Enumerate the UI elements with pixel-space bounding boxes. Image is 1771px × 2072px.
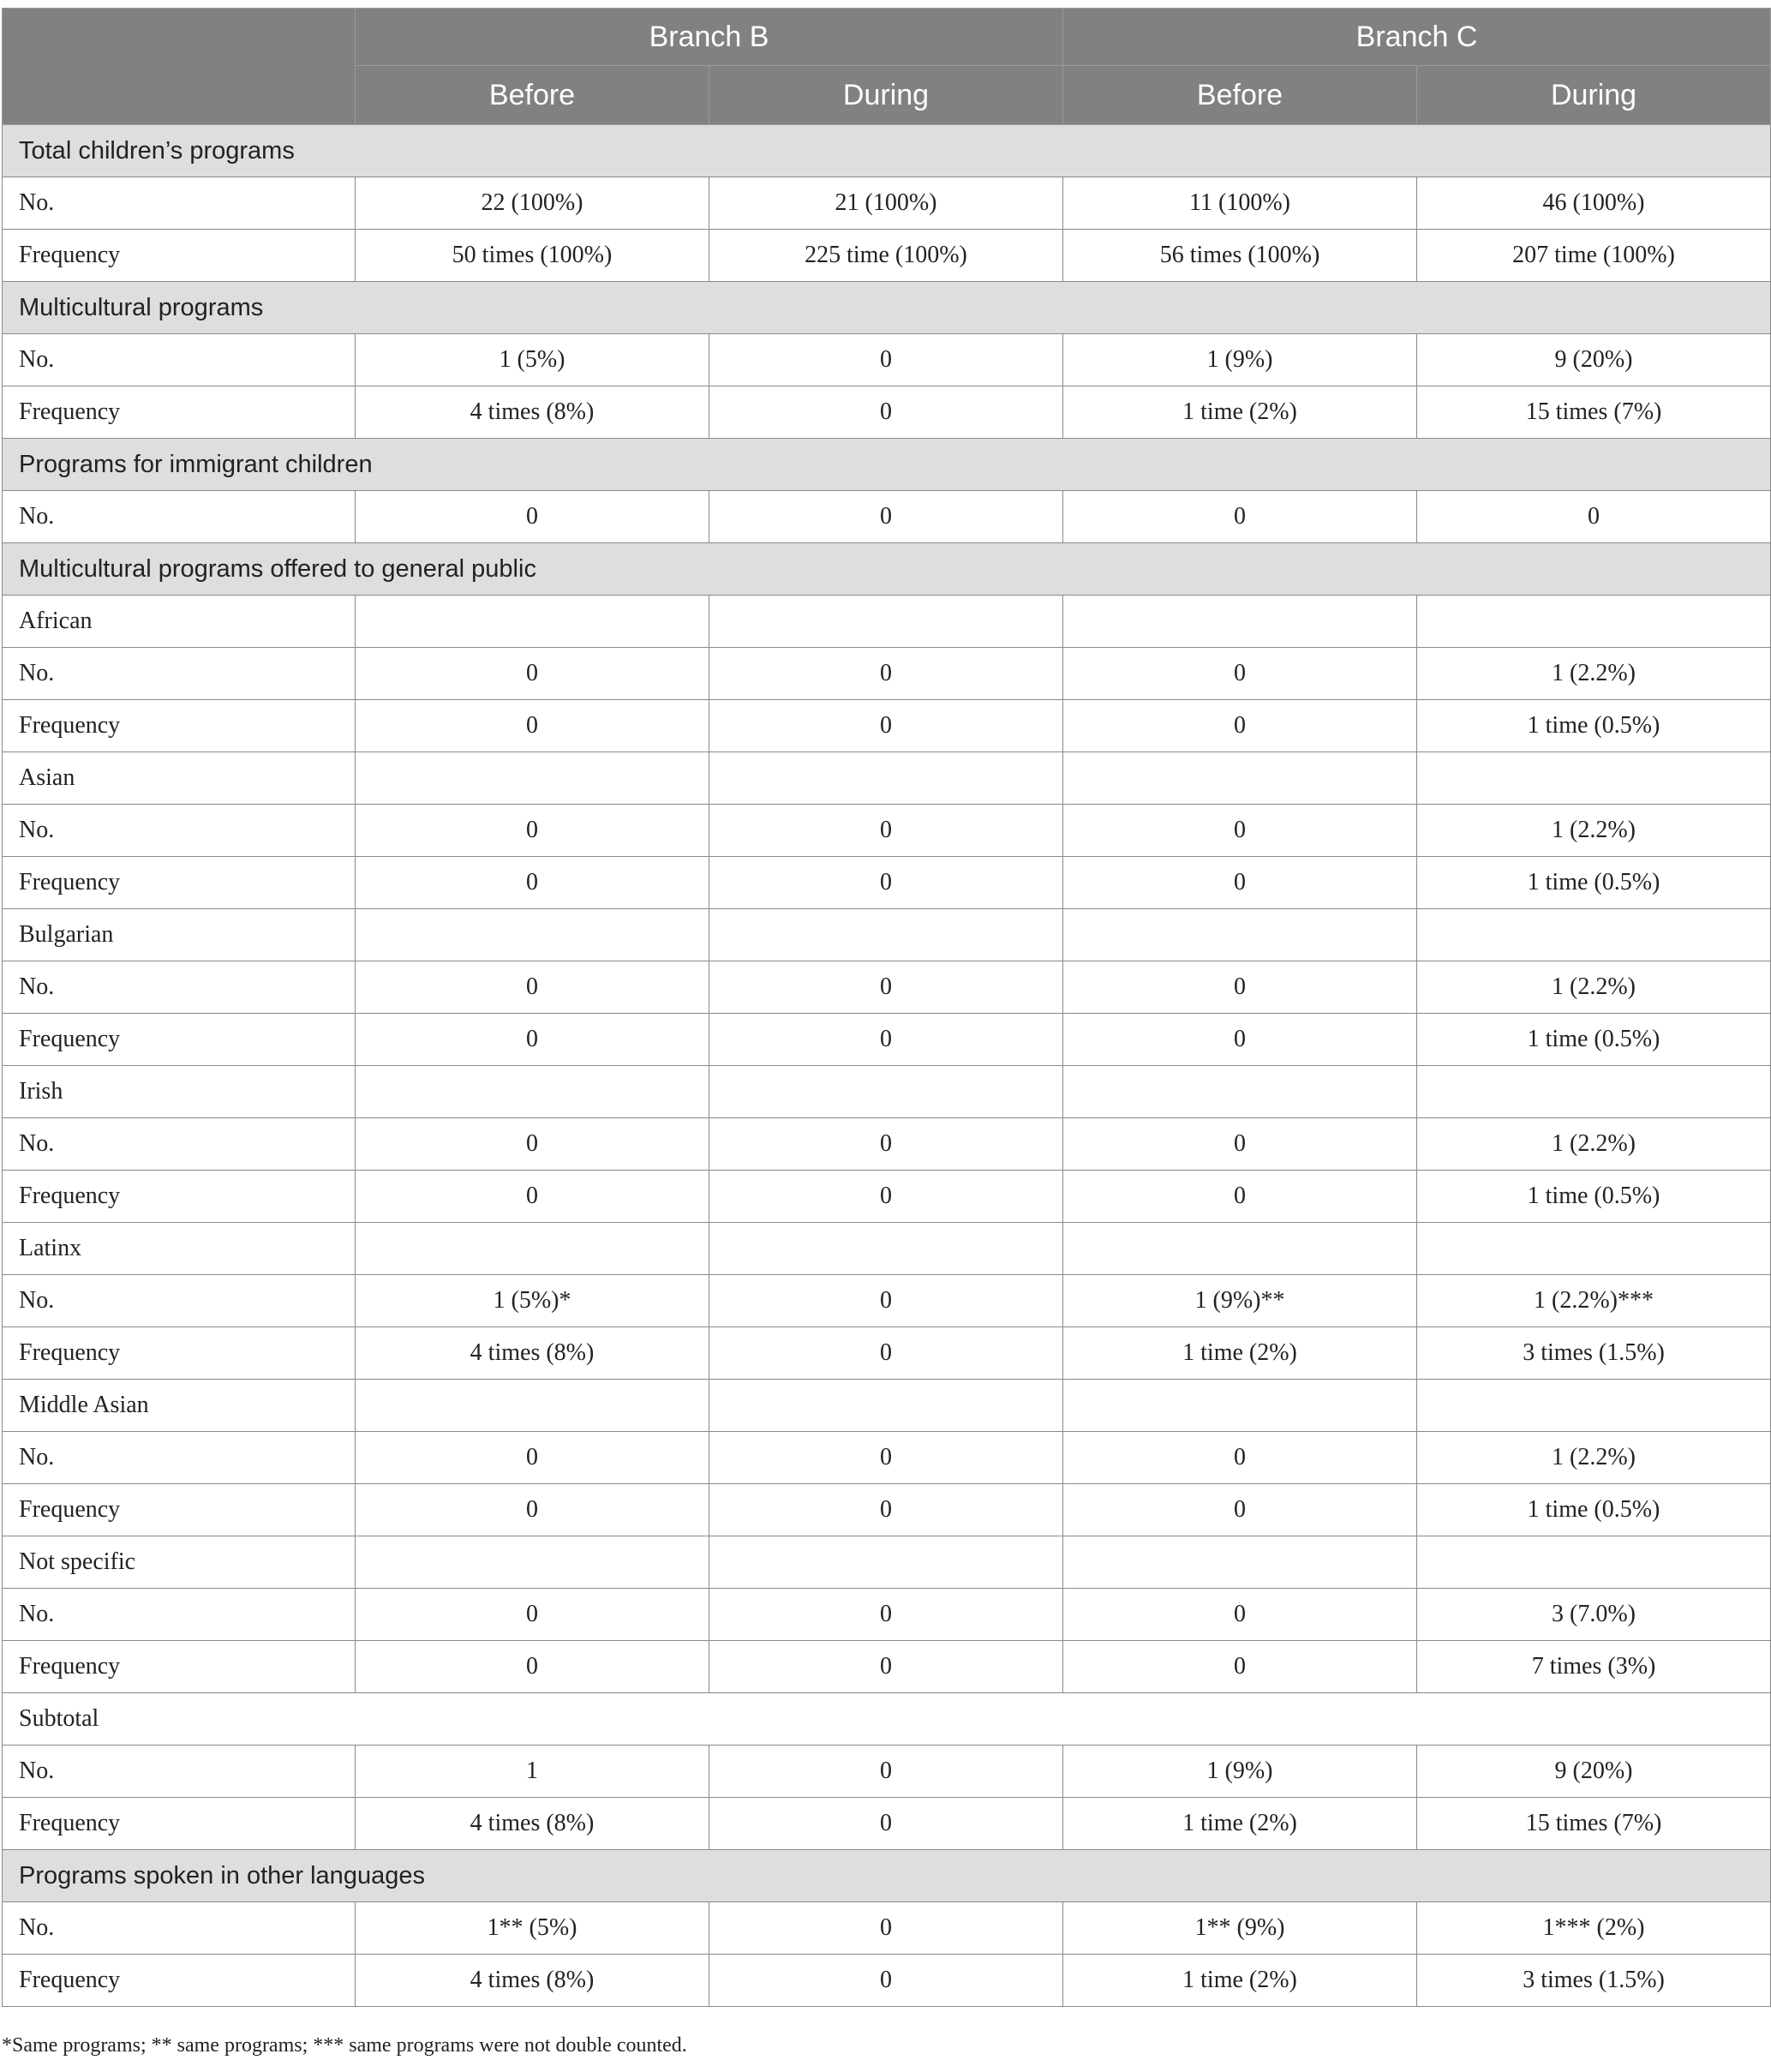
- row-label: No.: [3, 177, 356, 230]
- group-row: [3, 596, 1771, 648]
- empty-cell: [356, 596, 709, 648]
- value-cell: 0: [356, 1118, 709, 1171]
- row-label: No.: [3, 805, 356, 857]
- value-cell: 3 (7.0%): [1417, 1589, 1771, 1641]
- value-cell: 0: [709, 334, 1063, 386]
- empty-cell: [1063, 1223, 1417, 1275]
- value-cell: 1 (5%): [356, 334, 709, 386]
- empty-cell: [1063, 1536, 1417, 1589]
- empty-cell: [1417, 909, 1771, 961]
- empty-cell: [1063, 1380, 1417, 1432]
- value-cell: 0: [356, 700, 709, 752]
- value-cell: 0: [709, 1118, 1063, 1171]
- value-cell: 0: [356, 1589, 709, 1641]
- value-cell: 1 (2.2%): [1417, 961, 1771, 1014]
- group-row: [3, 1536, 1771, 1589]
- empty-cell: [709, 909, 1063, 961]
- value-cell: 11 (100%): [1063, 177, 1417, 230]
- header-branch-b-during: During: [709, 66, 1063, 125]
- value-cell: 0: [709, 1275, 1063, 1327]
- table-header: [3, 9, 1771, 125]
- value-cell: 1: [356, 1746, 709, 1798]
- group-label: Asian: [3, 752, 356, 805]
- value-cell: 0: [709, 961, 1063, 1014]
- row-label: Frequency: [3, 1955, 356, 2007]
- value-cell: 0: [1063, 1118, 1417, 1171]
- empty-cell: [1417, 596, 1771, 648]
- group-label: Middle Asian: [3, 1380, 356, 1432]
- row-label: No.: [3, 1589, 356, 1641]
- value-cell: 1 (9%): [1063, 1746, 1417, 1798]
- value-cell: 0: [709, 648, 1063, 700]
- value-cell: 3 times (1.5%): [1417, 1327, 1771, 1380]
- row-label: No.: [3, 1746, 356, 1798]
- value-cell: 0: [1063, 857, 1417, 909]
- value-cell: 0: [1063, 1014, 1417, 1066]
- value-cell: 0: [1063, 1641, 1417, 1693]
- table-row: [3, 230, 1771, 282]
- value-cell: 0: [709, 1327, 1063, 1380]
- value-cell: 22 (100%): [356, 177, 709, 230]
- value-cell: 1 (2.2%): [1417, 805, 1771, 857]
- empty-cell: [356, 1066, 709, 1118]
- table-row: [3, 1589, 1771, 1641]
- value-cell: 1 time (0.5%): [1417, 1014, 1771, 1066]
- row-label: No.: [3, 648, 356, 700]
- group-row: [3, 909, 1771, 961]
- row-label: Frequency: [3, 1641, 356, 1693]
- row-label: No.: [3, 1902, 356, 1955]
- section-label: Multicultural programs offered to general public: [3, 543, 1771, 596]
- row-label: Frequency: [3, 1798, 356, 1850]
- value-cell: 1 time (0.5%): [1417, 1484, 1771, 1536]
- value-cell: 0: [1063, 961, 1417, 1014]
- table-row: [3, 1275, 1771, 1327]
- header-branch-b: Branch B: [356, 9, 1063, 66]
- row-label: Frequency: [3, 857, 356, 909]
- table-row: [3, 1902, 1771, 1955]
- empty-cell: [356, 1223, 709, 1275]
- empty-cell: [709, 596, 1063, 648]
- empty-cell: [709, 1223, 1063, 1275]
- section-row: [3, 125, 1771, 177]
- value-cell: 0: [356, 805, 709, 857]
- value-cell: 0: [709, 700, 1063, 752]
- value-cell: 15 times (7%): [1417, 1798, 1771, 1850]
- value-cell: 46 (100%): [1417, 177, 1771, 230]
- value-cell: 0: [1063, 1432, 1417, 1484]
- value-cell: 0: [356, 1484, 709, 1536]
- value-cell: 4 times (8%): [356, 1955, 709, 2007]
- empty-cell: [1063, 1066, 1417, 1118]
- value-cell: 0: [356, 857, 709, 909]
- table-row: [3, 961, 1771, 1014]
- value-cell: 1 time (2%): [1063, 1798, 1417, 1850]
- table-row: [3, 386, 1771, 439]
- value-cell: 0: [709, 1641, 1063, 1693]
- table-row: [3, 177, 1771, 230]
- value-cell: 0: [709, 1014, 1063, 1066]
- group-label: Irish: [3, 1066, 356, 1118]
- header-branch-c-during: During: [1417, 66, 1771, 125]
- subtotal-label: Subtotal: [3, 1693, 1771, 1746]
- value-cell: 1 (9%)**: [1063, 1275, 1417, 1327]
- table-row: [3, 648, 1771, 700]
- group-row: [3, 752, 1771, 805]
- value-cell: 3 times (1.5%): [1417, 1955, 1771, 2007]
- empty-cell: [1417, 1380, 1771, 1432]
- value-cell: 0: [709, 1171, 1063, 1223]
- header-corner-cell: [3, 9, 356, 125]
- value-cell: 207 time (100%): [1417, 230, 1771, 282]
- value-cell: 1 time (0.5%): [1417, 1171, 1771, 1223]
- value-cell: 1 time (2%): [1063, 386, 1417, 439]
- value-cell: 56 times (100%): [1063, 230, 1417, 282]
- value-cell: 0: [709, 1589, 1063, 1641]
- row-label: Frequency: [3, 1484, 356, 1536]
- empty-cell: [1417, 752, 1771, 805]
- section-row: [3, 543, 1771, 596]
- value-cell: 0: [709, 1955, 1063, 2007]
- empty-cell: [356, 752, 709, 805]
- table-row: [3, 1955, 1771, 2007]
- value-cell: 0: [1063, 1171, 1417, 1223]
- empty-cell: [709, 1380, 1063, 1432]
- programs-table: [2, 8, 1771, 2007]
- header-branch-c: Branch C: [1063, 9, 1771, 66]
- group-row: [3, 1223, 1771, 1275]
- value-cell: 0: [709, 1746, 1063, 1798]
- value-cell: 9 (20%): [1417, 1746, 1771, 1798]
- group-row: [3, 1380, 1771, 1432]
- value-cell: 1 time (0.5%): [1417, 700, 1771, 752]
- table-row: [3, 1798, 1771, 1850]
- value-cell: 1 (5%)*: [356, 1275, 709, 1327]
- table-row: [3, 1484, 1771, 1536]
- table-row: [3, 1171, 1771, 1223]
- table-row: [3, 1641, 1771, 1693]
- value-cell: 0: [709, 491, 1063, 543]
- value-cell: 0: [1063, 805, 1417, 857]
- value-cell: 0: [709, 805, 1063, 857]
- value-cell: 0: [709, 1484, 1063, 1536]
- value-cell: 0: [709, 1902, 1063, 1955]
- section-label: Total children’s programs: [3, 125, 1771, 177]
- empty-cell: [709, 1066, 1063, 1118]
- value-cell: 4 times (8%): [356, 1327, 709, 1380]
- row-label: Frequency: [3, 1327, 356, 1380]
- value-cell: 9 (20%): [1417, 334, 1771, 386]
- value-cell: 0: [356, 1014, 709, 1066]
- group-label: African: [3, 596, 356, 648]
- value-cell: 0: [1063, 1589, 1417, 1641]
- section-label: Programs for immigrant children: [3, 439, 1771, 491]
- value-cell: 4 times (8%): [356, 386, 709, 439]
- value-cell: 1 (2.2%)***: [1417, 1275, 1771, 1327]
- value-cell: 0: [709, 857, 1063, 909]
- table-row: [3, 1746, 1771, 1798]
- value-cell: 0: [356, 961, 709, 1014]
- value-cell: 50 times (100%): [356, 230, 709, 282]
- value-cell: 0: [356, 1171, 709, 1223]
- section-row: [3, 282, 1771, 334]
- value-cell: 1 (2.2%): [1417, 1118, 1771, 1171]
- group-label: Latinx: [3, 1223, 356, 1275]
- value-cell: 1** (5%): [356, 1902, 709, 1955]
- empty-cell: [356, 1536, 709, 1589]
- value-cell: 0: [356, 491, 709, 543]
- row-label: Frequency: [3, 230, 356, 282]
- row-label: No.: [3, 334, 356, 386]
- subtotal-row: [3, 1693, 1771, 1746]
- value-cell: 0: [1417, 491, 1771, 543]
- row-label: Frequency: [3, 386, 356, 439]
- table-row: [3, 805, 1771, 857]
- value-cell: 0: [1063, 648, 1417, 700]
- row-label: No.: [3, 1118, 356, 1171]
- table-row: [3, 1014, 1771, 1066]
- row-label: Frequency: [3, 700, 356, 752]
- empty-cell: [356, 1380, 709, 1432]
- value-cell: 4 times (8%): [356, 1798, 709, 1850]
- empty-cell: [1063, 909, 1417, 961]
- section-label: Multicultural programs: [3, 282, 1771, 334]
- section-label: Programs spoken in other languages: [3, 1850, 1771, 1902]
- value-cell: 225 time (100%): [709, 230, 1063, 282]
- value-cell: 0: [356, 648, 709, 700]
- table-row: [3, 700, 1771, 752]
- empty-cell: [709, 1536, 1063, 1589]
- value-cell: 7 times (3%): [1417, 1641, 1771, 1693]
- row-label: No.: [3, 491, 356, 543]
- table-row: [3, 857, 1771, 909]
- value-cell: 0: [709, 1798, 1063, 1850]
- table-footnote: *Same programs; ** same programs; *** same programs were not double counted.: [2, 2034, 687, 2057]
- table-row: [3, 1327, 1771, 1380]
- value-cell: 1 (2.2%): [1417, 648, 1771, 700]
- table-row: [3, 1118, 1771, 1171]
- header-branch-b-before: Before: [356, 66, 709, 125]
- value-cell: 1*** (2%): [1417, 1902, 1771, 1955]
- value-cell: 1** (9%): [1063, 1902, 1417, 1955]
- empty-cell: [1063, 752, 1417, 805]
- table-row: [3, 491, 1771, 543]
- value-cell: 0: [356, 1432, 709, 1484]
- empty-cell: [1417, 1536, 1771, 1589]
- table-row: [3, 1432, 1771, 1484]
- value-cell: 0: [709, 386, 1063, 439]
- value-cell: 0: [709, 1432, 1063, 1484]
- value-cell: 1 time (0.5%): [1417, 857, 1771, 909]
- value-cell: 0: [1063, 491, 1417, 543]
- value-cell: 1 (9%): [1063, 334, 1417, 386]
- group-label: Not specific: [3, 1536, 356, 1589]
- value-cell: 0: [356, 1641, 709, 1693]
- row-label: No.: [3, 1432, 356, 1484]
- row-label: Frequency: [3, 1014, 356, 1066]
- section-row: [3, 1850, 1771, 1902]
- value-cell: 1 time (2%): [1063, 1955, 1417, 2007]
- group-label: Bulgarian: [3, 909, 356, 961]
- table-container: [2, 8, 1770, 2007]
- value-cell: 15 times (7%): [1417, 386, 1771, 439]
- empty-cell: [709, 752, 1063, 805]
- row-label: No.: [3, 961, 356, 1014]
- value-cell: 0: [1063, 700, 1417, 752]
- table-body: [3, 125, 1771, 2007]
- header-branch-c-before: Before: [1063, 66, 1417, 125]
- value-cell: 1 (2.2%): [1417, 1432, 1771, 1484]
- row-label: Frequency: [3, 1171, 356, 1223]
- value-cell: 21 (100%): [709, 177, 1063, 230]
- empty-cell: [1417, 1223, 1771, 1275]
- value-cell: 0: [1063, 1484, 1417, 1536]
- value-cell: 1 time (2%): [1063, 1327, 1417, 1380]
- empty-cell: [1417, 1066, 1771, 1118]
- table-row: [3, 334, 1771, 386]
- group-row: [3, 1066, 1771, 1118]
- empty-cell: [1063, 596, 1417, 648]
- empty-cell: [356, 909, 709, 961]
- row-label: No.: [3, 1275, 356, 1327]
- section-row: [3, 439, 1771, 491]
